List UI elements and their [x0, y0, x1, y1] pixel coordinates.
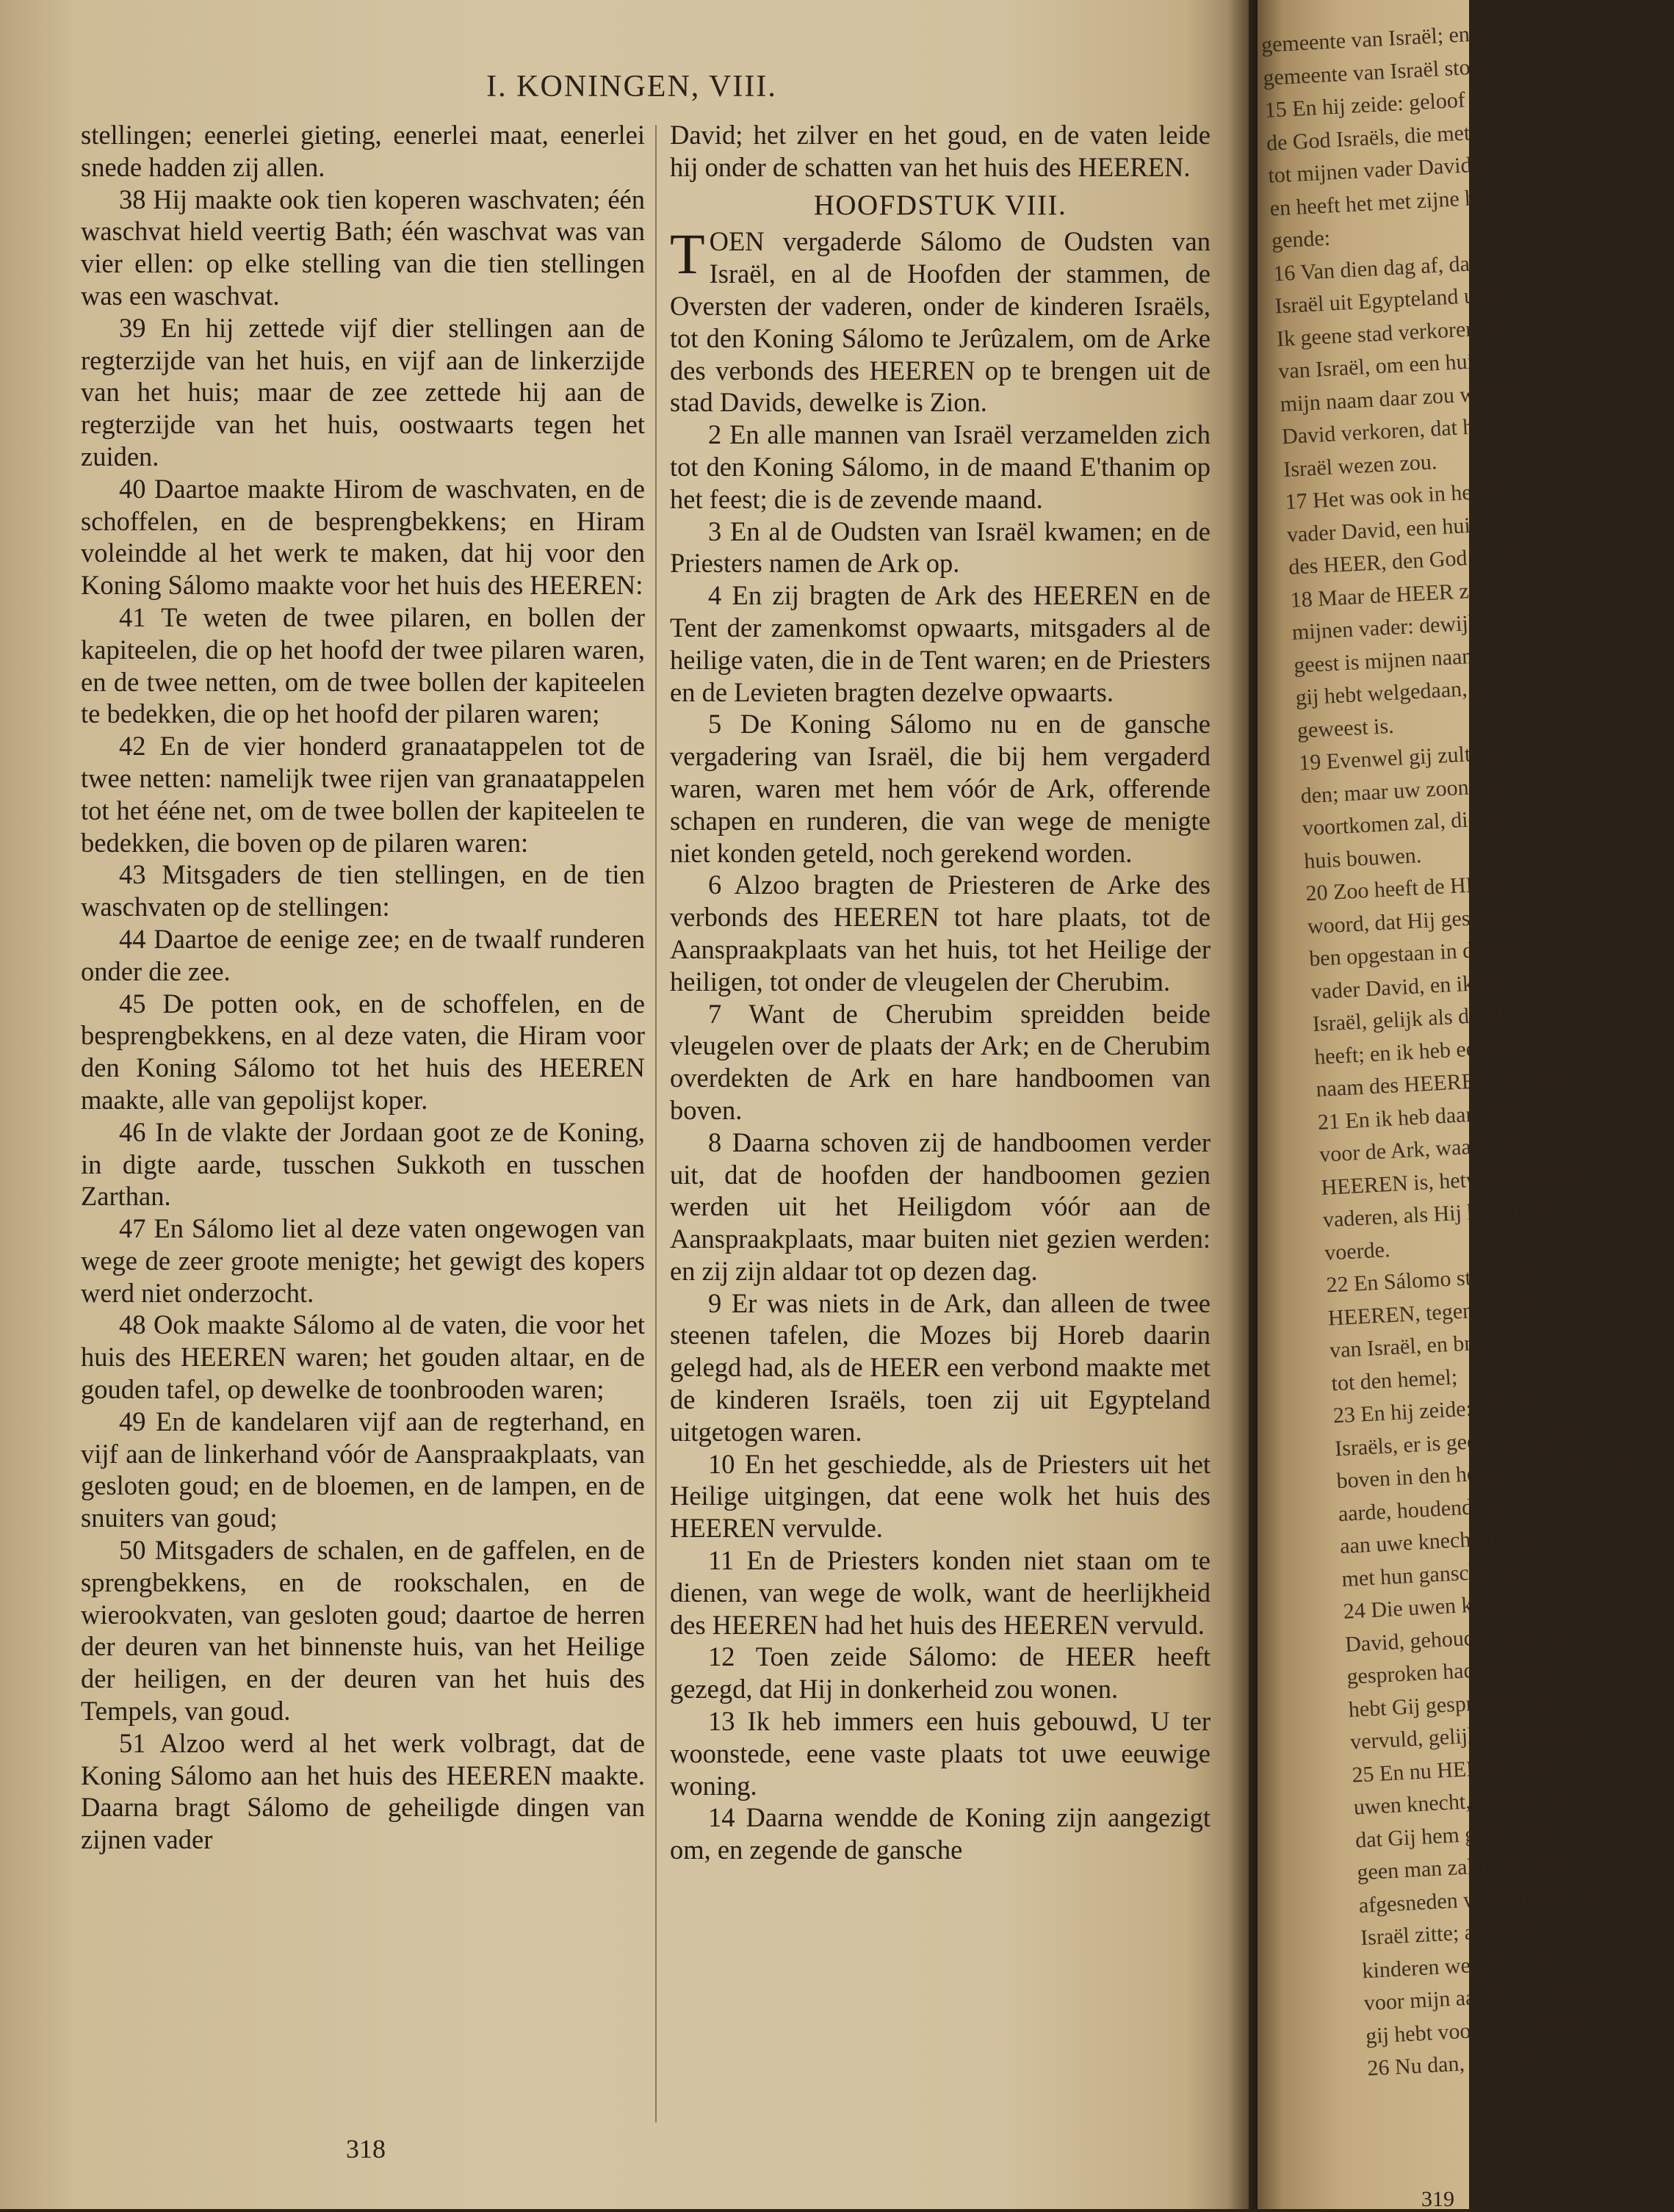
- page-number: 318: [346, 2134, 386, 2164]
- verse-paragraph: 48 Ook maakte Sálomo al de vaten, die voor het huis des HEEREN waren; het gouden altaar, en de gouden tafel, op dewelke de toonbrooden waren;: [81, 1309, 645, 1405]
- verse-paragraph: 8 Daarna schoven zij de handboomen verder uit, dat de hoofden der handboomen gezien werden uit het Heiligdom vóór aan de Aanspraakplaats, maar buiten niet gezien werden: en zij zijn aldaar tot op dezen dag.: [670, 1127, 1211, 1286]
- facing-page-line: met hun gansche hart wa: [1341, 1555, 1562, 1591]
- facing-page-line: voor de Ark, waarin het: [1318, 1132, 1529, 1167]
- facing-page-line: HEEREN, tegenover de gan: [1327, 1293, 1577, 1331]
- facing-page-line: 20 Zoo heeft de HEER: [1305, 871, 1509, 906]
- verse-paragraph: 40 Daartoe maakte Hirom de waschvaten, en de schoffelen, en de besprengbekkens; en Hiram voleindde al het werk te maken, dat hij voor den Koning Sálomo maakte voor het huis des HEEREN:: [81, 473, 645, 601]
- chapter-opening: [670, 222, 1211, 419]
- right-text-column: [670, 119, 1211, 1866]
- facing-page-line: geest is mijnen naam een h: [1293, 640, 1532, 678]
- facing-page-line: Israël uit Egypteland uitge: [1274, 281, 1509, 319]
- facing-page-line: hebt Gij gesproken, en: [1348, 1687, 1549, 1722]
- facing-page-line: en heeft het met zijne han: [1269, 184, 1498, 221]
- facing-page-line: vaderen, als Hij hen uit E: [1322, 1196, 1548, 1232]
- facing-page-line: mijnen vader: dewijl dat i: [1291, 608, 1519, 645]
- facing-page-line: geen man zal u van voor: [1356, 1849, 1574, 1885]
- column-rule: [655, 125, 657, 2122]
- verse-paragraph: 46 In de vlakte der Jordaan goot ze de Koning, in digte aarde, tusschen Sukkoth en tusschen Zarthan.: [81, 1116, 645, 1212]
- verse-paragraph: 7 Want de Cherubim spreidden beide vleugelen over de plaats der Ark; en de Cherubim overdekten de Ark en hare handboomen van boven.: [670, 998, 1211, 1125]
- facing-page-number: 319: [1421, 2187, 1454, 2211]
- verse-paragraph: 14 Daarna wendde de Koning zijn aangezigt om, en zegende de gansche: [670, 1802, 1211, 1865]
- facing-page-line: gemeente van Israël; en d: [1260, 21, 1487, 57]
- facing-page-line: van Israël, en breidde zi: [1329, 1327, 1542, 1363]
- verse-paragraph: 39 En hij zettede vijf dier stellingen aan de regterzijde van het huis, en vijf aan de linkerzijde van het huis; maar de zee zettede hij aan de regterzijde van het huis, oostwaarts tegen het zuiden.: [81, 312, 645, 471]
- verse-paragraph: 10 En het geschiedde, als de Priesters uit het Heilige uitgingen, dat eene wolk het huis des HEEREN vervulde.: [670, 1448, 1211, 1544]
- facing-page-line: 21 En ik heb daar eene: [1317, 1099, 1520, 1135]
- facing-page-line: Israël, gelijk als de HE: [1312, 1001, 1515, 1037]
- facing-page-line: naam des HEEREN, des God: [1315, 1063, 1576, 1102]
- opening-text: OEN vergaderde Sálomo de Oudsten van Israël, en al de Hoofden der stammen, de Oversten der vaderen, onder de kinderen Israëls, tot den Koning Sálomo te Jerûzalem, om de Arke des verbonds des HEEREN op te brengen uit de stad Davids, dewelke is Zion.: [670, 226, 1211, 418]
- verse-paragraph: 45 De potten ook, en de schoffelen, en de besprengbekkens, en al deze vaten, die Hiram voor den Koning Sálomo tot het huis des HEEREN maakte, alle van gepolijst koper.: [81, 988, 645, 1115]
- verse-paragraph: 47 En Sálomo liet al deze vaten ongewogen van wege de zeer groote menigte; het gewigt des kopers werd niet onderzocht.: [81, 1213, 645, 1308]
- facing-page-line: David verkoren, dat hij o: [1281, 413, 1504, 449]
- facing-page-line: vervuld, gelijk het te dezen: [1349, 1717, 1590, 1754]
- facing-page-line: 25 En nu HEERE, God v: [1351, 1751, 1574, 1788]
- facing-page-line: van Israël, om een huis t: [1277, 348, 1495, 384]
- facing-page-line: HEEREN is, hetwelk Hij met: [1320, 1161, 1582, 1200]
- facing-page-line: 22 En Sálomo stond voo: [1325, 1262, 1544, 1298]
- facing-page-line: heeft; en ik heb een huis: [1313, 1033, 1530, 1069]
- left-text-column: [81, 119, 645, 1856]
- verse-paragraph: 9 Er was niets in de Ark, dan alleen de twee steenen tafelen, die Mozes bij Horeb daarin gelegd had, als de HEER een verbond maakte met de kinderen Israëls, toen zij uit Egypteland uitgetogen waren.: [670, 1287, 1211, 1447]
- facing-page-line: Ik geene stad verkoren uit: [1276, 314, 1507, 351]
- verse-paragraph: 42 En de vier honderd granaatappelen tot de twee netten: namelijk twee rijen van granaatappelen tot het ééne net, om de twee bollen der kapiteelen te bedekken, die boven op de pilaren waren:: [81, 731, 645, 858]
- facing-page-line: aarde, houdende het verbond en d: [1338, 1486, 1637, 1526]
- facing-page-line: woord, dat Hij gesproken: [1307, 902, 1532, 939]
- drop-cap: T: [670, 222, 705, 286]
- facing-page-line: 24 Die uwen knecht,: [1343, 1590, 1526, 1624]
- verse-paragraph: 49 En de kandelaren vijf aan de regterhand, en vijf aan de linkerhand vóór de Aanspraakplaats, van gesloten goud; en de bloemen, en de lampen, en de snuiters van goud;: [81, 1406, 645, 1533]
- verse-paragraph: 6 Alzoo bragten de Priesteren de Arke des verbonds des HEEREN tot hare plaats, tot de Aanspraakplaats van het huis, tot het Heilige der heiligen, tot onder de vleugelen der Cherubim.: [670, 870, 1211, 997]
- verse-paragraph: stellingen; eenerlei gieting, eenerlei maat, eenerlei snede hadden zij allen.: [81, 120, 645, 182]
- facing-page-line: 26 Nu dan, o God van: [1366, 2046, 1562, 2081]
- facing-page-line: gesproken hadt: want m: [1346, 1653, 1559, 1689]
- facing-page-line: Israëls, er is geen God, gelijk: [1334, 1423, 1593, 1461]
- facing-page-line: mijn naam daar zou wezen: [1279, 379, 1517, 416]
- book-gutter: [1228, 0, 1259, 2209]
- facing-page-line: voerde.: [1324, 1237, 1391, 1265]
- continuation-paragraph: David; het zilver en het goud, en de vaten leide hij onder de schatten van het huis des HEEREN.: [670, 120, 1211, 182]
- verse-paragraph: 38 Hij maakte ook tien koperen waschvaten; één waschvat hield veertig Bath; één waschvat was van vier ellen: op elke stelling van die tien stellingen was een waschvat.: [81, 184, 645, 311]
- facing-page-line: boven in den hemel, noch beneden: [1335, 1453, 1643, 1494]
- facing-page-line: uwen knecht, mijnen va: [1353, 1784, 1565, 1820]
- verse-paragraph: 3 En al de Oudsten van Israël kwamen; en de Priesters namen de Ark op.: [670, 516, 1211, 579]
- chapter-heading: HOOFDSTUK VIII.: [813, 189, 1067, 221]
- verse-paragraph: 12 Toen zeide Sálomo: de HEER heeft gezegd, dat Hij in donkerheid zou wonen.: [670, 1641, 1211, 1705]
- verse-paragraph: 50 Mitsgaders de schalen, en de gaffelen, en de sprengbekkens, en de rookschalen, en de wierookvaten, van gesloten goud; daartoe de herren der deuren van het binnenste huis, van het Heilige der heiligen, en der deuren van het huis des Tempels, van goud.: [81, 1535, 645, 1727]
- verse-paragraph: 41 Te weten de twee pilaren, en bollen der kapiteelen, die op het hoofd der twee pilaren waren, en de twee netten, om de twee bollen der kapiteelen te bedekken, die op het hoofd der pilaren waren;: [81, 601, 645, 729]
- facing-page-line: geweest is.: [1296, 713, 1395, 743]
- facing-page-line: aan uwe knechten, die voor: [1339, 1521, 1582, 1559]
- verse-paragraph: 43 Mitsgaders de tien stellingen, en de tien waschvaten op de stellingen:: [81, 859, 645, 922]
- facing-page-line: huis bouwen.: [1303, 842, 1422, 873]
- facing-page-line: afgesneden worden, die op: [1358, 1881, 1595, 1918]
- facing-page-line: 15 En hij zeide: geloof: [1263, 87, 1466, 123]
- verse-paragraph: 11 En de Priesters konden niet staan om te dienen, van wege de wolk, want de heerlijkheid des HEEREN had het huis des HEEREN vervuld.: [670, 1545, 1211, 1640]
- facing-page-line: dat Gij hem gesproken: [1354, 1817, 1556, 1853]
- verse-paragraph: 13 Ik heb immers een huis gebouwd, U ter woonstede, eene vaste plaats tot uwe eeuwige woning.: [670, 1706, 1211, 1801]
- facing-page-line: David, gehouden hebt, wa: [1344, 1620, 1576, 1657]
- facing-page-line: den; maar uw zoon, die ui: [1299, 771, 1530, 809]
- verse-paragraph: 51 Alzoo werd al het werk volbragt, dat de Koning Sálomo aan het huis des HEEREN maakte. Daarna bragt Sálomo de geheiligde dingen van zijnen vader: [81, 1727, 645, 1855]
- facing-page-line: gij hebt voor mijn aange: [1365, 2012, 1581, 2048]
- facing-page-line: gemeente van Israël stond.: [1262, 53, 1498, 90]
- facing-page-line: Israël zitte; alleenlijk: [1360, 1916, 1547, 1951]
- facing-page-line: 18 Maar de HEER ze: [1289, 578, 1479, 612]
- facing-page-line: des HEER, den God Israëls,: [1288, 542, 1537, 579]
- facing-page-line: tot mijnen vader David ge: [1267, 151, 1499, 188]
- facing-page-line: de God Israëls, die met: [1266, 120, 1471, 156]
- running-head: I. KONINGEN, VIII.: [486, 70, 777, 104]
- facing-page-line: 19 Evenwel gij zult dat: [1298, 740, 1504, 776]
- facing-page-line: tot den hemel;: [1330, 1365, 1458, 1395]
- facing-page-line: voortkomen zal, die zal mi: [1302, 803, 1539, 841]
- facing-page-line: 17 Het was ook in het ha: [1284, 478, 1505, 515]
- verse-paragraph: 5 De Koning Sálomo nu en de gansche vergadering van Israël, die bij hem vergaderd waren, waren met hem vóór de Ark, offerende schapen en runderen, die van wege de menigte niet konden geteld, noch gerekend worden.: [670, 709, 1211, 868]
- facing-page-line: Israël wezen zou.: [1282, 449, 1438, 482]
- facing-page-line: gende:: [1271, 225, 1331, 253]
- verse-paragraph: 44 Daartoe de eenige zee; en de twaalf runderen onder die zee.: [81, 923, 645, 986]
- facing-page-line: voor mijn aangezigt, gelijk: [1363, 1978, 1602, 2016]
- facing-page-line: gij hebt welgedaan, dat h: [1294, 674, 1517, 710]
- facing-page-line: 16 Van dien dag af, da: [1272, 251, 1471, 286]
- facing-page-line: vader David, een huis d: [1286, 511, 1496, 547]
- facing-page-line: vader David, en ik zit op: [1310, 968, 1529, 1004]
- facing-page-line: ben opgestaan in de plaa: [1308, 935, 1526, 972]
- verse-paragraph: 2 En alle mannen van Israël verzamelden zich tot den Koning Sálomo, in de maand E'thanim op het feest; die is de zevende maand.: [670, 419, 1211, 514]
- facing-page-line: kinderen weg bewaren,: [1361, 1948, 1568, 1983]
- verse-paragraph: 4 En zij bragten de Ark des HEEREN en de Tent der zamenkomst opwaarts, mitsgaders al de heilige vaten, die in de Tent waren; en de Priesters en de Levieten bragten dezelve opwaarts.: [670, 580, 1211, 707]
- facing-page-line: 23 En hij zeide: HEER: [1332, 1393, 1536, 1428]
